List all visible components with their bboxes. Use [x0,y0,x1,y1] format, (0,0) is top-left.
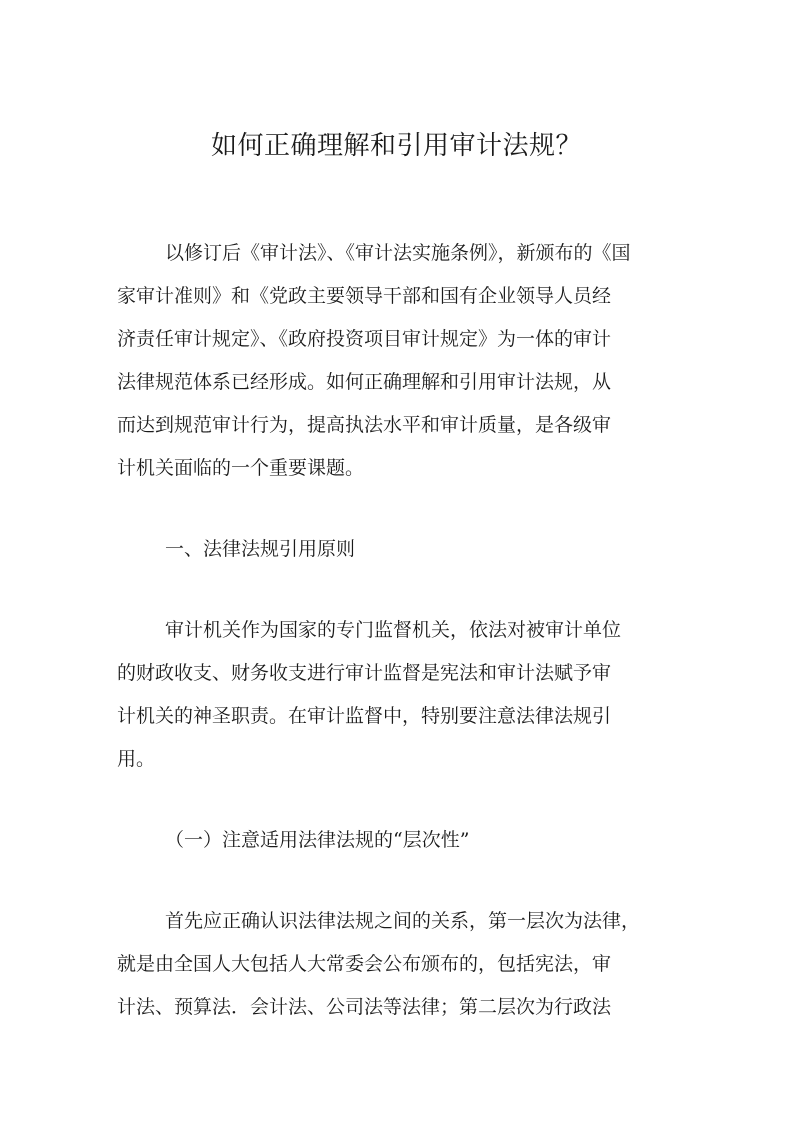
paragraph-line: 法律规范体系已经形成。如何正确理解和引用审计法规，从 [117,371,612,393]
paragraph-line: 计机关面临的一个重要课题。 [117,457,365,479]
paragraph-line: 的财政收支、财务收支进行审计监督是宪法和审计法赋予审 [117,662,612,684]
paragraph-line: 以修订后《审计法》、《审计法实施条例》，新颁布的《国 [165,242,631,264]
paragraph-line: 计机关的神圣职责。在审计监督中，特别要注意法律法规引 [117,705,612,727]
paragraph-line: 计法、预算法．会计法、公司法等法律；第二层次为行政法 [117,996,612,1018]
paragraph-line: 审计机关作为国家的专门监督机关，依法对被审计单位 [165,619,622,641]
paragraph-line: 家审计准则》和《党政主要领导干部和国有企业领导人员经 [117,285,612,307]
paragraph-line: 而达到规范审计行为，提高执法水平和审计质量，是各级审 [117,414,612,436]
document-title: 如何正确理解和引用审计法规？ [210,131,582,161]
paragraph-line: 用。 [117,748,156,770]
subsection-heading: （一）注意适用法律法规的“层次性” [165,829,470,851]
section-heading: 一、法律法规引用原则 [165,538,356,560]
paragraph-line: 就是由全国人大包括人大常委会公布颁布的，包括宪法，审 [117,953,612,975]
paragraph-line: 济责任审计规定》、《政府投资项目审计规定》为一体的审计 [117,328,612,350]
paragraph-line: 首先应正确认识法律法规之间的关系，第一层次为法律， [165,910,641,932]
